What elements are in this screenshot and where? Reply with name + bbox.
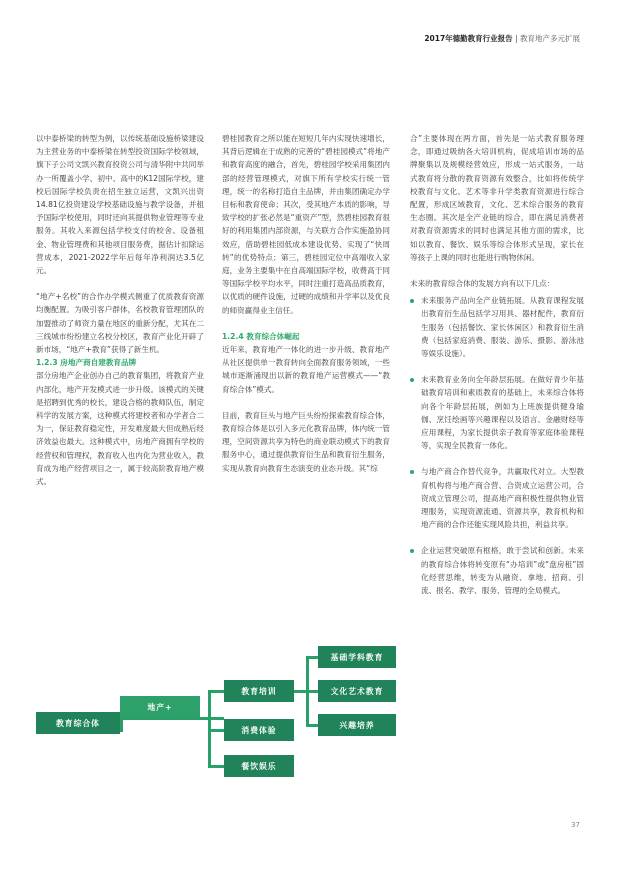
connector-line [306, 656, 309, 727]
list-item: 未来教育业务向全年龄层拓展。在做好青少年基础教育培训和素质教育的基础上，未来综合体将向各个年龄层拓展，例如为上班族提供健身瑜伽、烹饪绘画等兴趣课程以及语言、金融财经等应用课程，为家长提供亲子教育等家庭体验课程等，实现全民教育一体化。 [410, 373, 584, 452]
node-education-training: 教育培训 [224, 680, 294, 702]
paragraph: 近年来，教育地产一体化的进一步升级、教育地产从社区提供单一教育转向全面教育服务领域，一些城市逐渐涌现出以新的教育地产运营模式——“教育综合体”模式。 [222, 345, 390, 394]
paragraph: 部分房地产企业创办自己的教育集团，将教育产业内部化，地产开发模式进一步升级。该模式的关键是招聘到优秀的校长，建设合格的教师队伍，制定科学的发展方案，这种模式将建校者和办学者合二为一，保证教育稳定性，开发难度最大但成熟后经济效益也最大。这种模式中，房地产商拥有学校的经营权和管理权，教育收入也内化为营业收入，教育成为地产经营项目之一，属于较高阶教育地产模式。 [36, 371, 204, 487]
list-item: 与地产商合作替代竞争，共赢取代对立。大型教育机构将与地产商合营、合资成立运营公司，合资成立管理公司，提高地产商积极性提供物业管理服务，实现资源流通、资源共享，教育机构和地产商的合作还能实现风险共担，利益共享。 [410, 465, 584, 531]
running-header [424, 33, 580, 44]
list-item: 未来服务产品向全产业链拓展。从教育课程发展出教育衍生品包括学习用具、器材配件，教育衍生服务（包括餐饮、家长休闲区）和教育衍生消费（包括家庭消费、服装、游乐、摄影、游泳池等娱乐设施）。 [410, 294, 584, 360]
list-intro: 未来的教育综合体的发展方向有以下几点： [410, 279, 555, 289]
education-complex-diagram [36, 640, 396, 780]
list-item: 企业运营突破原有框格，敢于尝试和创新。未来的教育综合体将转变原有“办培训”或“盘房租”固化经营思维，转变为从融资、拿地、招商、引流、报名、教学、服务、管理的全局模式。 [410, 544, 584, 597]
root-node: 教育综合体 [36, 712, 120, 734]
section-heading: 1.2.4 教育综合体崛起 [222, 331, 300, 341]
node-culture-arts: 文化艺术教育 [318, 680, 396, 702]
paragraph: 以中泰桥梁的转型为例，以传统基础设施桥梁建设为主营业务的中泰桥梁在转型投资国际学校领域，旗下子公司文凯兴教育投资公司与清华附中共同举办一所覆盖小学、初中、高中的K12国际学校，建校后国际学校负责在招生独立运营，文凯兴出资14.81亿投资建设学校基础设施与教学设备，并租予国际学校使用，同时还向其提供物业管理等专业服务。其收入来源包括学校支付的校舍、设备租金、物业管理费和其他项目服务费，据估计扣除运营成本，2021-2022学年后每年净利润达3.5亿元。 [36, 134, 204, 276]
connector-line [306, 724, 318, 727]
section-title: | 教育地产多元扩展 [515, 34, 580, 43]
column-middle [222, 132, 390, 488]
node-consumer-experience: 消费体验 [224, 719, 294, 741]
connector-line [208, 729, 224, 732]
page-number: 37 [571, 821, 580, 829]
report-title: 2017年德勤教育行业报告 [424, 34, 513, 43]
connector-line [306, 656, 318, 659]
paragraph: 碧桂园教育之所以能在短短几年内实现快速增长，其背后逻辑在于成熟的完善的“碧桂园模式”将地产和教育高度的融合，首先，碧桂园学校采用集团内部的经营管理模式，对旗下所有学校实行统一管理，统一的名称打造自主品牌，并由集团确定办学目标和教育使命；其次，受其地产本质的影响，导致学校的扩张必然是“重资产”型，然碧桂园教育很好的利用集团内部资源，与关联方合作实施盈协同效应，借助碧桂园低成本建设优势、实现了“快周转”的优势特点；第三，碧桂园定位中高端收入家庭，业务主要集中在自高端国际学校，收费高于同等国际学校平均水平，同时注重打造高品质教育，以优质的硬件设施，过硬的成绩和升学率以及优良的师资赢得业主信任。 [222, 134, 390, 315]
node-interest-cultivation: 兴趣培养 [318, 714, 396, 736]
node-dining-entertainment: 餐饮娱乐 [224, 755, 294, 777]
node-basic-subjects: 基础学科教育 [318, 646, 396, 668]
column-left [36, 132, 204, 501]
paragraph: 合”主要体现在两方面，首先是一站式教育服务理念，即通过吸纳各大培训机构，促成培训市场的品牌聚集以及规模经营效应，形成一站式服务，一站式教育将分散的教育资源有效整合，比如将传统学校教育与文化、艺术等非升学类教育资源进行综合配置，形成区域教育，文化、艺术综合服务的教育生态圈。其次是全产业链的综合，即在满足消费者对教育资源需求的同时也满足其他方面的需求，比如以教育、餐饮、娱乐等综合体形式呈现，家长在等孩子上课的同时也能进行购物休闲。 [410, 134, 584, 262]
bullet-list [410, 294, 584, 597]
paragraph: “地产+名校”的合作办学模式侧重了优质教育资源均衡配置。为吸引客户群体，名校教育管理团队的加盟推动了师资力量在地区的重新分配，尤其在二三线城市纷纷建立名校分校区，教育产业化开辟了新市场，“地产+教育”获得了新生机。 [36, 292, 204, 355]
connector-line [208, 690, 224, 693]
hub-node: 地产+ [120, 696, 200, 718]
connector-line [208, 765, 224, 768]
section-heading: 1.2.3 房地产商自建教育品牌 [36, 358, 137, 368]
paragraph: 目前，教育巨头与地产巨头纷纷探索教育综合体，教育综合体是以引入多元化教育品牌，体内统一管理，空间资源共享为特色的商业联动模式下的教育服务中心，通过提供教育衍生品和教育衍生服务，实现从教育向教育生态演变的业态升级。其“综 [222, 410, 390, 473]
column-right [410, 132, 584, 610]
